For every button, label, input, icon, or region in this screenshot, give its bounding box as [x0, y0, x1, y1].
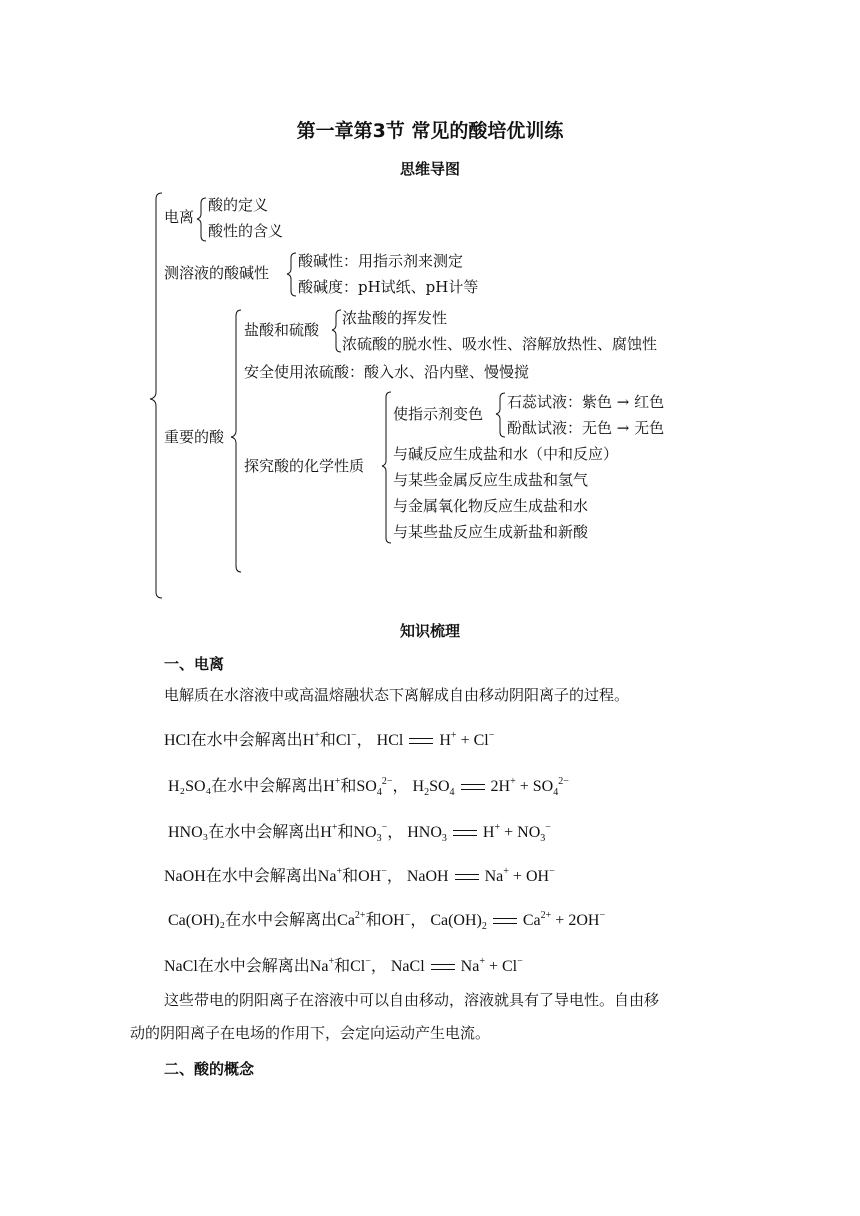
- node-react-oxide: 与金属氧化物反应生成盐和水: [393, 497, 589, 515]
- text-dissociates: 在水中会解离出: [225, 912, 338, 929]
- formula-hcl: HCl: [164, 732, 191, 749]
- equation-hcl: HCl在水中会解离出H+和Cl−， HCl H+ + Cl−: [164, 730, 495, 749]
- node-hcl-h2so4: 盐酸和硫酸: [244, 321, 320, 339]
- text-dissociates: 在水中会解离出: [190, 732, 303, 749]
- node-explore-chemical: 探究酸的化学性质: [244, 457, 365, 475]
- paragraph-line-1: 这些带电的阴阳离子在溶液中可以自由移动，溶液就具有了导电性。自由移: [164, 991, 660, 1009]
- node-react-metal: 与某些金属反应生成盐和氢气: [393, 471, 589, 489]
- section-ionization: 一、电离: [164, 655, 225, 673]
- ionization-definition: 电解质在水溶液中或高温熔融状态下离解成自由移动阴阳离子的过程。: [164, 686, 630, 704]
- text-and: 和: [340, 778, 357, 795]
- text-dissociates: 在水中会解离出: [208, 824, 321, 841]
- node-phenolphthalein: 酚酞试液：无色 → 无色: [507, 419, 665, 437]
- node-ph-measure: 酸碱度：pH试纸、pH计等: [298, 278, 479, 296]
- formula-h2so4: H₂SO₄: [168, 778, 212, 795]
- node-acidity-indicator: 酸碱性：用指示剂来测定: [298, 252, 464, 270]
- formula-naoh: NaOH: [164, 868, 206, 885]
- text-and: 和: [319, 732, 336, 749]
- equation-nacl: NaCl在水中会解离出Na+和Cl−， NaCl Na+ + Cl−: [164, 956, 523, 975]
- node-react-salt: 与某些盐反应生成新盐和新酸: [393, 523, 589, 541]
- equation-hno3: HNO₃在水中会解离出H+和$NO_3^-$， $HNO_3$ $H^+ + NO_3^-$: [168, 822, 551, 844]
- node-ionization: 电离: [164, 208, 195, 226]
- node-safe-h2so4: 安全使用浓硫酸：酸入水、沿内壁、慢慢搅: [244, 363, 530, 381]
- node-react-base: 与碱反应生成盐和水（中和反应）: [393, 445, 619, 463]
- node-measure-acidity: 测溶液的酸碱性: [164, 264, 270, 282]
- text-and: 和: [334, 958, 351, 975]
- node-acid-definition: 酸的定义: [208, 196, 269, 214]
- node-important-acids: 重要的酸: [164, 428, 225, 446]
- text-and: 和: [342, 868, 359, 885]
- node-hcl-volatility: 浓盐酸的挥发性: [342, 309, 448, 327]
- knowledge-heading: 知识梳理: [399, 622, 460, 640]
- equation-naoh: NaOH在水中会解离出Na+和OH−， NaOH Na+ + OH−: [164, 866, 555, 885]
- formula-hno3: HNO₃: [168, 824, 209, 841]
- paragraph-line-2: 动的阴阳离子在电场的作用下，会定向运动产生电流。: [130, 1024, 491, 1042]
- page-title: 第一章第3节 常见的酸培优训练: [296, 120, 564, 142]
- text-and: 和: [365, 912, 382, 929]
- text-dissociates: 在水中会解离出: [197, 958, 310, 975]
- equation-caoh2: Ca(OH)₂在水中会解离出$Ca^{2+}$和OH−， $Ca(OH)_2$ $Ca^{2+} + 2OH^-$: [168, 910, 606, 932]
- section-acid-concept: 二、酸的概念: [164, 1060, 255, 1078]
- node-indicator-color: 使指示剂变色: [393, 405, 484, 423]
- node-h2so4-properties: 浓硫酸的脱水性、吸水性、溶解放热性、腐蚀性: [342, 335, 658, 353]
- formula-caoh2: Ca(OH)₂: [168, 912, 226, 929]
- formula-nacl: NaCl: [164, 958, 198, 975]
- equation-h2so4: H₂SO₄在水中会解离出H+和$SO_4^{2-}$， $H_2SO_4$ $2H^+ + SO_4^{2-}$: [168, 776, 569, 798]
- node-acidity-meaning: 酸性的含义: [208, 222, 284, 240]
- text-dissociates: 在水中会解离出: [211, 778, 324, 795]
- text-dissociates: 在水中会解离出: [205, 868, 318, 885]
- node-litmus: 石蕊试液：紫色 → 红色: [507, 393, 665, 411]
- mindmap-heading: 思维导图: [399, 160, 460, 178]
- text-and: 和: [337, 824, 354, 841]
